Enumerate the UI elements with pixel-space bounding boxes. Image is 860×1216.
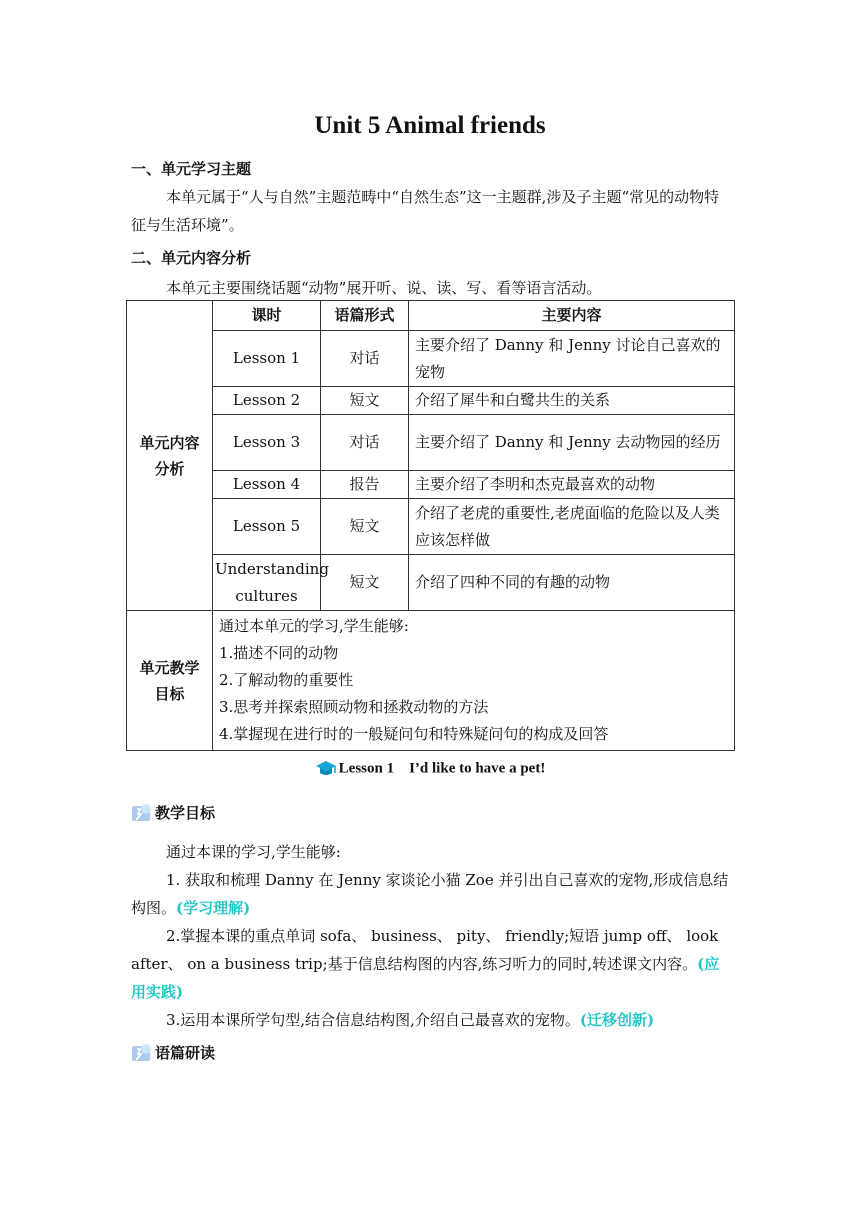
header-content: 主要内容 bbox=[409, 301, 735, 331]
goal-item: 4.掌握现在进行时的一般疑问句和特殊疑问句的构成及回答 bbox=[219, 725, 609, 743]
table-row bbox=[127, 415, 735, 471]
table-row bbox=[127, 555, 735, 611]
unit-table bbox=[126, 300, 735, 751]
section2-heading: 二、单元内容分析 bbox=[131, 249, 252, 267]
row-lesson: Lesson 1 bbox=[213, 331, 321, 387]
goal-item: 2.了解动物的重要性 bbox=[219, 671, 354, 689]
page-title: Unit 5 Animal friends bbox=[314, 112, 546, 139]
goals-label: 单元教学目标 bbox=[127, 611, 213, 751]
row-form: 报告 bbox=[321, 471, 409, 499]
row-content: 介绍了四种不同的有趣的动物 bbox=[409, 555, 735, 611]
objective-tag: (迁移创新) bbox=[579, 1011, 655, 1029]
table-row bbox=[127, 331, 735, 387]
objective-tag: (学习理解) bbox=[176, 899, 251, 917]
lesson-title-text: Lesson 1 I’d like to have a pet! bbox=[338, 760, 546, 777]
goal-item: 3.思考并探索照顾动物和拯救动物的方法 bbox=[219, 698, 489, 716]
row-content: 主要介绍了 Danny 和 Jenny 去动物园的经历 bbox=[409, 415, 735, 471]
row-lesson: Lesson 2 bbox=[213, 387, 321, 415]
row-lesson: Understanding cultures bbox=[213, 555, 321, 611]
header-form: 语篇形式 bbox=[321, 301, 409, 331]
row-form: 短文 bbox=[321, 555, 409, 611]
objective-item: 1. 获取和梳理 Danny 在 Jenny 家谈论小猫 Zoe 并引出自己喜欢的宠物,形成信息结构图。(学习理解) bbox=[131, 871, 729, 917]
row-form: 对话 bbox=[321, 415, 409, 471]
row-lesson: Lesson 5 bbox=[213, 499, 321, 555]
objective-tag: (应用实践) bbox=[131, 955, 720, 1001]
header-lesson: 课时 bbox=[213, 301, 321, 331]
objective-item: 2.掌握本课的重点单词 sofa、 business、 pity、 friendly;短语 jump off、 look after、 on a business trip;基于信息结构图的内容,练习听力的同时,转述课文内容。(应用实践) bbox=[131, 927, 720, 1001]
row-content: 主要介绍了 Danny 和 Jenny 讨论自己喜欢的宠物 bbox=[409, 331, 735, 387]
goal-item: 1.描述不同的动物 bbox=[219, 644, 339, 662]
section1-heading: 一、单元学习主题 bbox=[131, 160, 252, 178]
row-lesson: Lesson 3 bbox=[213, 415, 321, 471]
section2-text: 本单元主要围绕话题“动物”展开听、说、读、写、看等语言活动。 bbox=[166, 279, 602, 297]
section-badge-icon bbox=[131, 1043, 153, 1063]
table-row bbox=[127, 499, 735, 555]
row-form: 短文 bbox=[321, 387, 409, 415]
lesson-title bbox=[0, 760, 860, 778]
table-row bbox=[127, 471, 735, 499]
row-content: 介绍了老虎的重要性,老虎面临的危险以及人类应该怎样做 bbox=[409, 499, 735, 555]
goals-cell bbox=[213, 611, 735, 751]
objective-item: 3.运用本课所学句型,结合信息结构图,介绍自己最喜欢的宠物。(迁移创新) bbox=[166, 1011, 655, 1029]
reading-heading: 语篇研读 bbox=[131, 1042, 215, 1063]
objectives-intro: 通过本课的学习,学生能够: bbox=[166, 843, 341, 861]
section-badge-icon bbox=[131, 803, 153, 823]
graduation-cap-icon bbox=[315, 760, 337, 778]
row-content: 主要介绍了李明和杰克最喜欢的动物 bbox=[409, 471, 735, 499]
goals-intro: 通过本单元的学习,学生能够: bbox=[219, 617, 409, 635]
section1-text: 本单元属于“人与自然”主题范畴中“自然生态”这一主题群,涉及子主题“常见的动物特征与生活环境”。 bbox=[131, 188, 720, 234]
row-form: 短文 bbox=[321, 499, 409, 555]
row-lesson: Lesson 4 bbox=[213, 471, 321, 499]
row-form: 对话 bbox=[321, 331, 409, 387]
table-row bbox=[127, 387, 735, 415]
row-content: 介绍了犀牛和白鹭共生的关系 bbox=[409, 387, 735, 415]
group-label: 单元内容分析 bbox=[127, 301, 213, 611]
objectives-heading: 教学目标 bbox=[131, 802, 215, 823]
